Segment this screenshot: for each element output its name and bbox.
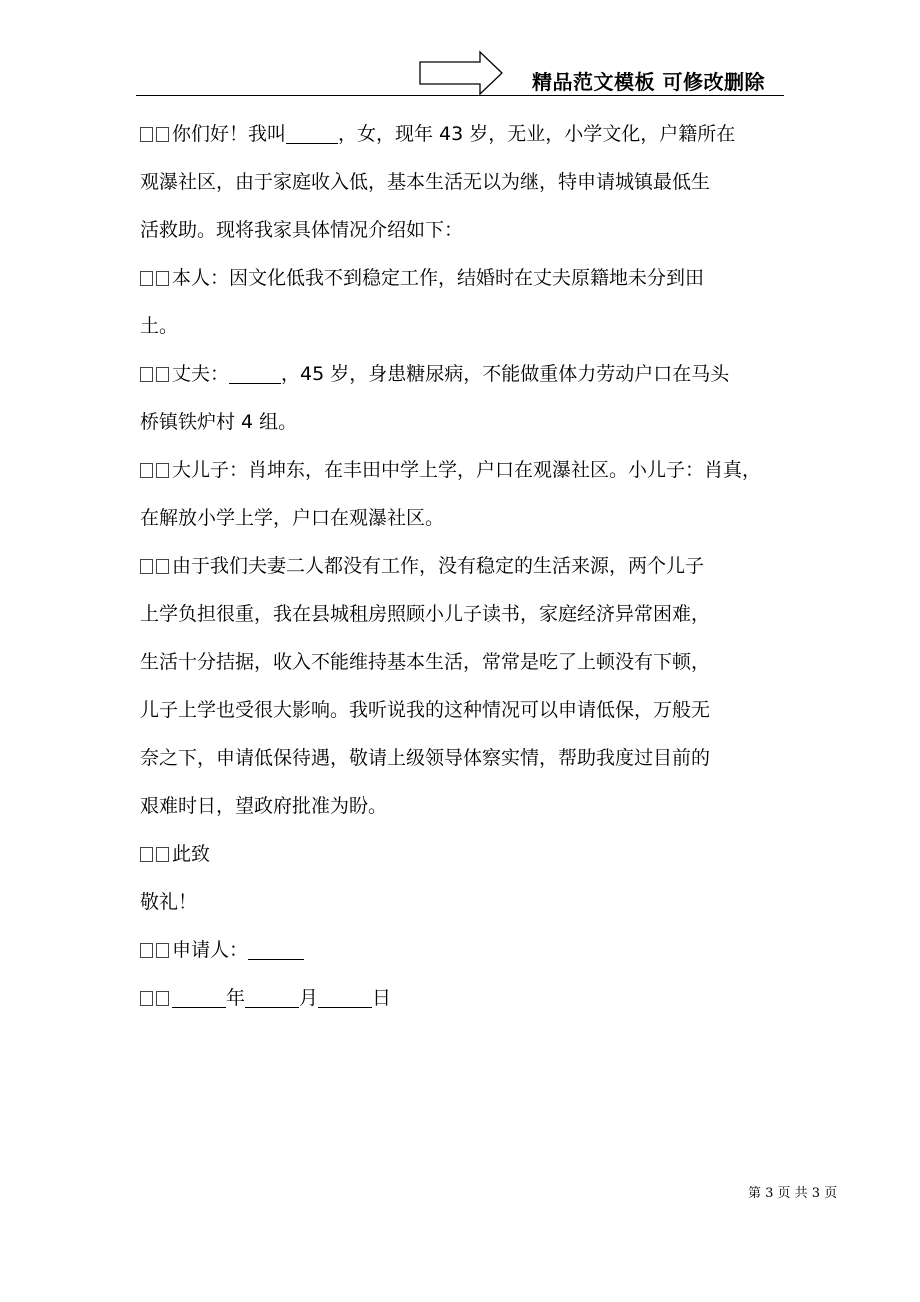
indent-box-icon [140, 991, 153, 1006]
indent-box-icon [140, 463, 153, 478]
applicant-line [140, 932, 790, 980]
body-line: 儿子上学也受很大影响。我听说我的这种情况可以申请低保，万般无 [140, 699, 711, 721]
indent-box-icon [156, 847, 169, 862]
indent-box-icon [156, 367, 169, 382]
name-blank [286, 121, 338, 144]
indent-box-icon [156, 271, 169, 286]
indent-box-icon [140, 943, 153, 958]
paragraph-greeting-line-2 [140, 164, 790, 212]
indent-box-icon [140, 559, 153, 574]
closing-text: 此致 [172, 843, 211, 865]
paragraph-hardship-line-4 [140, 692, 790, 740]
day-blank [318, 985, 372, 1008]
day-label: 日 [372, 987, 392, 1009]
indent-box-icon [156, 943, 169, 958]
indent-box-icon [156, 463, 169, 478]
body-line: 生活十分拮据，收入不能维持基本生活，常常是吃了上顿没有下顿， [140, 651, 711, 673]
greeting-text: 你们好！我叫 [172, 123, 287, 145]
page-number: 第 3 页 共 3 页 [748, 1186, 838, 1201]
header-divider [136, 95, 784, 96]
date-line [140, 980, 790, 1028]
paragraph-self-line-1 [140, 260, 790, 308]
body-line: 观瀑社区，由于家庭收入低，基本生活无以为继，特申请城镇最低生 [140, 171, 711, 193]
body-line: 土。 [140, 315, 179, 337]
paragraph-hardship-line-3 [140, 644, 790, 692]
body-line: 奈之下，申请低保待遇，敬请上级领导体察实情，帮助我度过目前的 [140, 747, 711, 769]
applicant-signature-blank [248, 937, 304, 960]
letter-body [140, 116, 790, 1028]
month-label: 月 [299, 987, 319, 1009]
paragraph-greeting-line-3 [140, 212, 790, 260]
intro-text: ，女，现年 43 岁，无业，小学文化，户籍所在 [338, 123, 736, 145]
page-header [0, 0, 920, 100]
paragraph-greeting-line-1 [140, 116, 790, 164]
body-line: 由于我们夫妻二人都没有工作，没有稳定的生活来源，两个儿子 [172, 555, 705, 577]
body-line: 上学负担很重，我在县城租房照顾小儿子读书，家庭经济异常困难， [140, 603, 711, 625]
paragraph-children-line-2 [140, 500, 790, 548]
applicant-label: 申请人： [172, 939, 249, 961]
salute-text: 敬礼！ [140, 891, 198, 913]
paragraph-husband-line-1 [140, 356, 790, 404]
body-line: 大儿子：肖坤东，在丰田中学上学，户口在观瀑社区。小儿子：肖真， [172, 459, 762, 481]
paragraph-children-line-1 [140, 452, 790, 500]
body-line: 桥镇铁炉村 4 组。 [140, 411, 298, 433]
indent-box-icon [140, 367, 153, 382]
indent-box-icon [140, 127, 153, 142]
indent-box-icon [156, 127, 169, 142]
paragraph-hardship-line-6 [140, 788, 790, 836]
body-line: ，45 岁，身患糖尿病，不能做重体力劳动户口在马头 [281, 363, 730, 385]
paragraph-hardship-line-1 [140, 548, 790, 596]
arrow-right-icon [418, 50, 504, 96]
paragraph-hardship-line-5 [140, 740, 790, 788]
paragraph-hardship-line-2 [140, 596, 790, 644]
indent-box-icon [140, 847, 153, 862]
salute-line [140, 884, 790, 932]
indent-box-icon [140, 271, 153, 286]
year-blank [172, 985, 226, 1008]
husband-label: 丈夫： [172, 363, 230, 385]
paragraph-husband-line-2 [140, 404, 790, 452]
body-line: 艰难时日，望政府批准为盼。 [140, 795, 388, 817]
header-title: 精品范文模板 可修改删除 [532, 70, 765, 94]
body-line: 活救助。现将我家具体情况介绍如下： [140, 219, 464, 241]
paragraph-self-line-2 [140, 308, 790, 356]
indent-box-icon [156, 559, 169, 574]
closing-line [140, 836, 790, 884]
body-line: 本人：因文化低我不到稳定工作，结婚时在丈夫原籍地未分到田 [172, 267, 705, 289]
indent-box-icon [156, 991, 169, 1006]
body-line: 在解放小学上学，户口在观瀑社区。 [140, 507, 445, 529]
month-blank [245, 985, 299, 1008]
year-label: 年 [226, 987, 246, 1009]
husband-name-blank [229, 361, 281, 384]
